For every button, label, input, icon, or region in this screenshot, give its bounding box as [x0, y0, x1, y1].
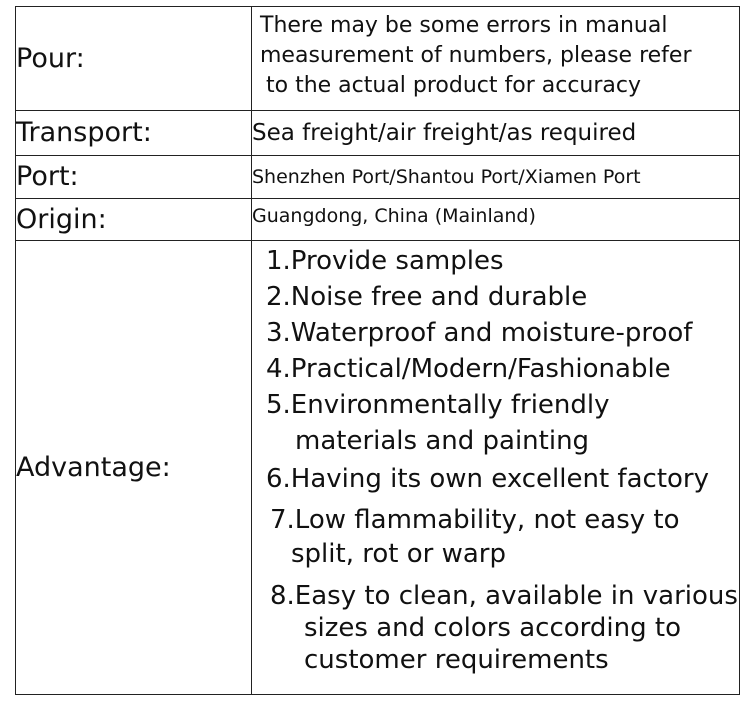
- transport-label: Transport:: [16, 111, 252, 156]
- advantage-item: 6.Having its own excellent factory: [266, 464, 709, 494]
- advantage-item: 7.Low flammability, not easy to: [270, 505, 680, 535]
- transport-value: Sea freight/air freight/as required: [252, 111, 740, 156]
- advantage-list: [252, 241, 740, 695]
- port-value: Shenzhen Port/Shantou Port/Xiamen Port: [252, 156, 740, 199]
- advantage-item: 3.Waterproof and moisture-proof: [266, 318, 693, 348]
- origin-value: Guangdong, China (Mainland): [252, 199, 740, 241]
- pour-note-line: There may be some errors in manual: [260, 13, 668, 38]
- advantage-label: Advantage:: [16, 241, 252, 695]
- pour-value: [252, 7, 740, 111]
- origin-label: Origin:: [16, 199, 252, 241]
- advantage-item: 4.Practical/Modern/Fashionable: [266, 354, 671, 384]
- advantage-item: 2.Noise free and durable: [266, 282, 588, 312]
- pour-label: Pour:: [16, 7, 252, 111]
- row-transport: [16, 111, 740, 156]
- advantage-item: sizes and colors according to: [304, 613, 681, 643]
- advantage-item: 8.Easy to clean, available in various: [270, 581, 738, 611]
- advantage-item: 1.Provide samples: [266, 246, 504, 276]
- product-spec-table: [15, 6, 740, 695]
- pour-note-line: measurement of numbers, please refer: [260, 43, 692, 68]
- row-port: [16, 156, 740, 199]
- row-origin: [16, 199, 740, 241]
- pour-note-line: to the actual product for accuracy: [266, 73, 642, 98]
- advantage-item: customer requirements: [304, 645, 609, 675]
- row-advantage: [16, 241, 740, 695]
- advantage-item: 5.Environmentally friendly: [266, 390, 610, 420]
- port-label: Port:: [16, 156, 252, 199]
- advantage-item: split, rot or warp: [291, 539, 506, 569]
- advantage-item: materials and painting: [295, 426, 590, 456]
- row-pour: [16, 7, 740, 111]
